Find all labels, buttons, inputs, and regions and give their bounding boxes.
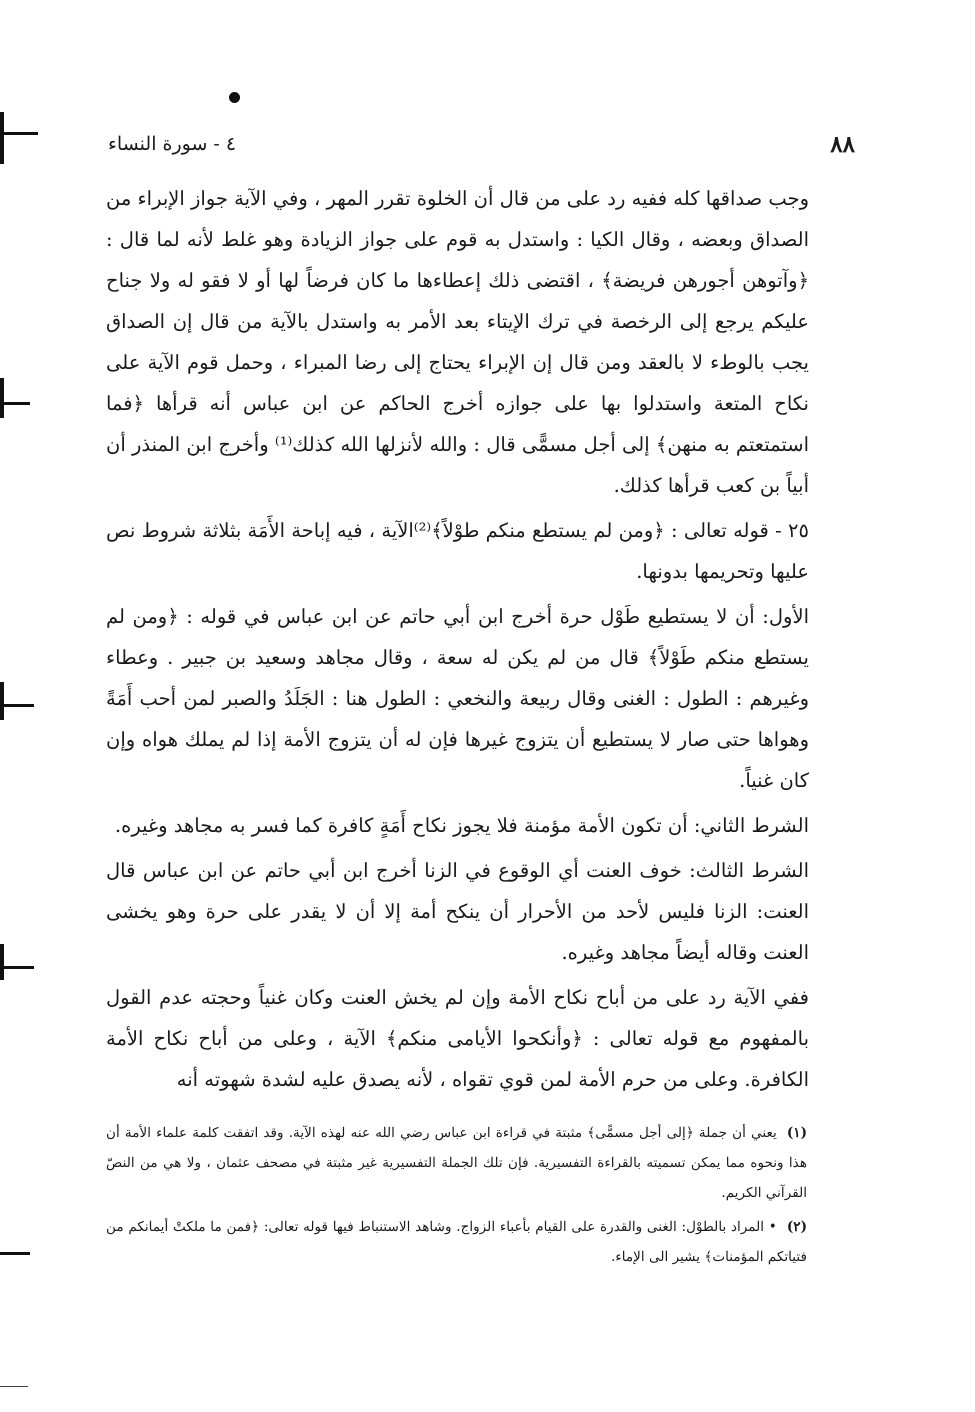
- scan-edge-artifact: [0, 682, 4, 720]
- footnote: [106, 1118, 807, 1208]
- scan-edge-artifact: [0, 944, 4, 980]
- scan-edge-artifact: [0, 704, 34, 707]
- paragraph: الأول: أن لا يستطيع طَوْل حرة أخرج ابن أبي حاتم عن ابن عباس في قوله : ﴿ومن لم يستطع منكم طَوْلاً﴾ قال من لم يكن له سعة ، وقال مجاهد وسعيد بن جبير . وعطاء وغيرهم : الطول : الغنى وقال ربيعة والنخعي : الطول هنا : الجَلَدُ والصبر لمن أحب أَمَةً وهواها حتى صار لا يستطيع أن يتزوج غيرها فإن له أن يتزوج الأمة إذا لم يملك هواه وإن كان غنياً.: [106, 605, 809, 792]
- footnote-number: (١): [786, 1125, 807, 1141]
- scan-edge-artifact: [0, 132, 38, 135]
- scan-edge-artifact: [0, 1386, 28, 1387]
- footnote-text: يعني أن جملة ﴿إلى أجل مسمًّى﴾ مثبتة في قراءة ابن عباس رضي الله عنه لهذه الآية. وقد اتفقت كلمة علماء الأمة أن هذا ونحوه مما يمكن تسميته بالقراءة التفسيرية. فإن تلك الجملة التفسيرية غير مثبتة في مصحف عثمان ، ولا هي من النصّ القرآني الكريم.: [106, 1125, 807, 1201]
- ink-dot: [229, 92, 240, 103]
- footnote-number: (٢): [786, 1219, 807, 1235]
- scan-edge-artifact: [0, 112, 4, 164]
- scan-edge-artifact: [0, 378, 4, 418]
- scan-edge-artifact: [0, 1252, 30, 1255]
- paragraph: ٢٥ - قوله تعالى : ﴿ومن لم يستطع منكم طوْلاً﴾⁽²⁾الآية ، فيه إباحة الأَمَة بثلاثة شروط نص عليها وتحريمها بدونها.: [106, 519, 809, 583]
- footnotes: [106, 1118, 807, 1276]
- paragraph: الشرط الثاني: أن تكون الأمة مؤمنة فلا يجوز نكاح أَمَةٍ كافرة كما فسر به مجاهد وغيره.: [114, 814, 809, 837]
- scan-edge-artifact: [0, 402, 30, 405]
- footnote: [106, 1212, 807, 1272]
- footnote-text: • المراد بالطوْل: الغنى والقدرة على القيام بأعباء الزواج. وشاهد الاستنباط فيها قوله تعالى: ﴿فمن ما ملكتْ أيمانكم من فتياتكم المؤمنات﴾ يشير الى الإماء.: [106, 1219, 807, 1265]
- scan-edge-artifact: [0, 966, 34, 969]
- main-text: [106, 178, 809, 1100]
- paragraph: ففي الآية رد على من أباح نكاح الأمة وإن لم يخش العنت وكان غنياً وحجته عدم القول بالمفهوم مع قوله تعالى : ﴿وأنكحوا الأيامى منكم﴾ الآية ، وعلى من أباح نكاح الأمة الكافرة. وعلى من حرم الأمة لمن قوي تقواه ، لأنه يصدق عليه لشدة شهوته أنه: [106, 986, 809, 1091]
- page-header: [108, 128, 855, 160]
- paragraph: وجب صداقها كله ففيه رد على من قال أن الخلوة تقرر المهر ، وفي الآية جواز الإبراء من الصداق وبعضه ، وقال الكيا : واستدل به قوم على جواز الزيادة وهو غلط لأنه لما قال : ﴿وآتوهن أجورهن فريضة﴾ ، اقتضى ذلك إعطاءها ما كان فرضاً لها أو لا فقو له ولا جناح عليكم يرجع إلى الرخصة في ترك الإيتاء بعد الأمر به واستدل بالآية من قال إن الصداق يجب بالوطء لا بالعقد ومن قال إن الإبراء يحتاج إلى رضا المبراء ، وحمل قوم الآية على نكاح المتعة واستدلوا بها على جوازه أخرج الحاكم عن ابن عباس أنه قرأها ﴿فما استمتعتم به منهن﴾ إلى أجل مسمًّى قال : والله لأنزلها الله كذلك⁽¹⁾ وأخرج ابن المنذر أن أبياً بن كعب قرأها كذلك.: [106, 187, 809, 497]
- paragraph: الشرط الثالث: خوف العنت أي الوقوع في الزنا أخرج ابن أبي حاتم عن ابن عباس قال العنت: الزنا فليس لأحد من الأحرار أن ينكح أمة إلا أن لا يقدر على حرة وهو يخشى العنت وقاله أيضاً مجاهد وغيره.: [106, 859, 809, 964]
- page-number: ٨٨: [830, 130, 855, 158]
- surah-title: ٤ - سورة النساء: [108, 133, 237, 155]
